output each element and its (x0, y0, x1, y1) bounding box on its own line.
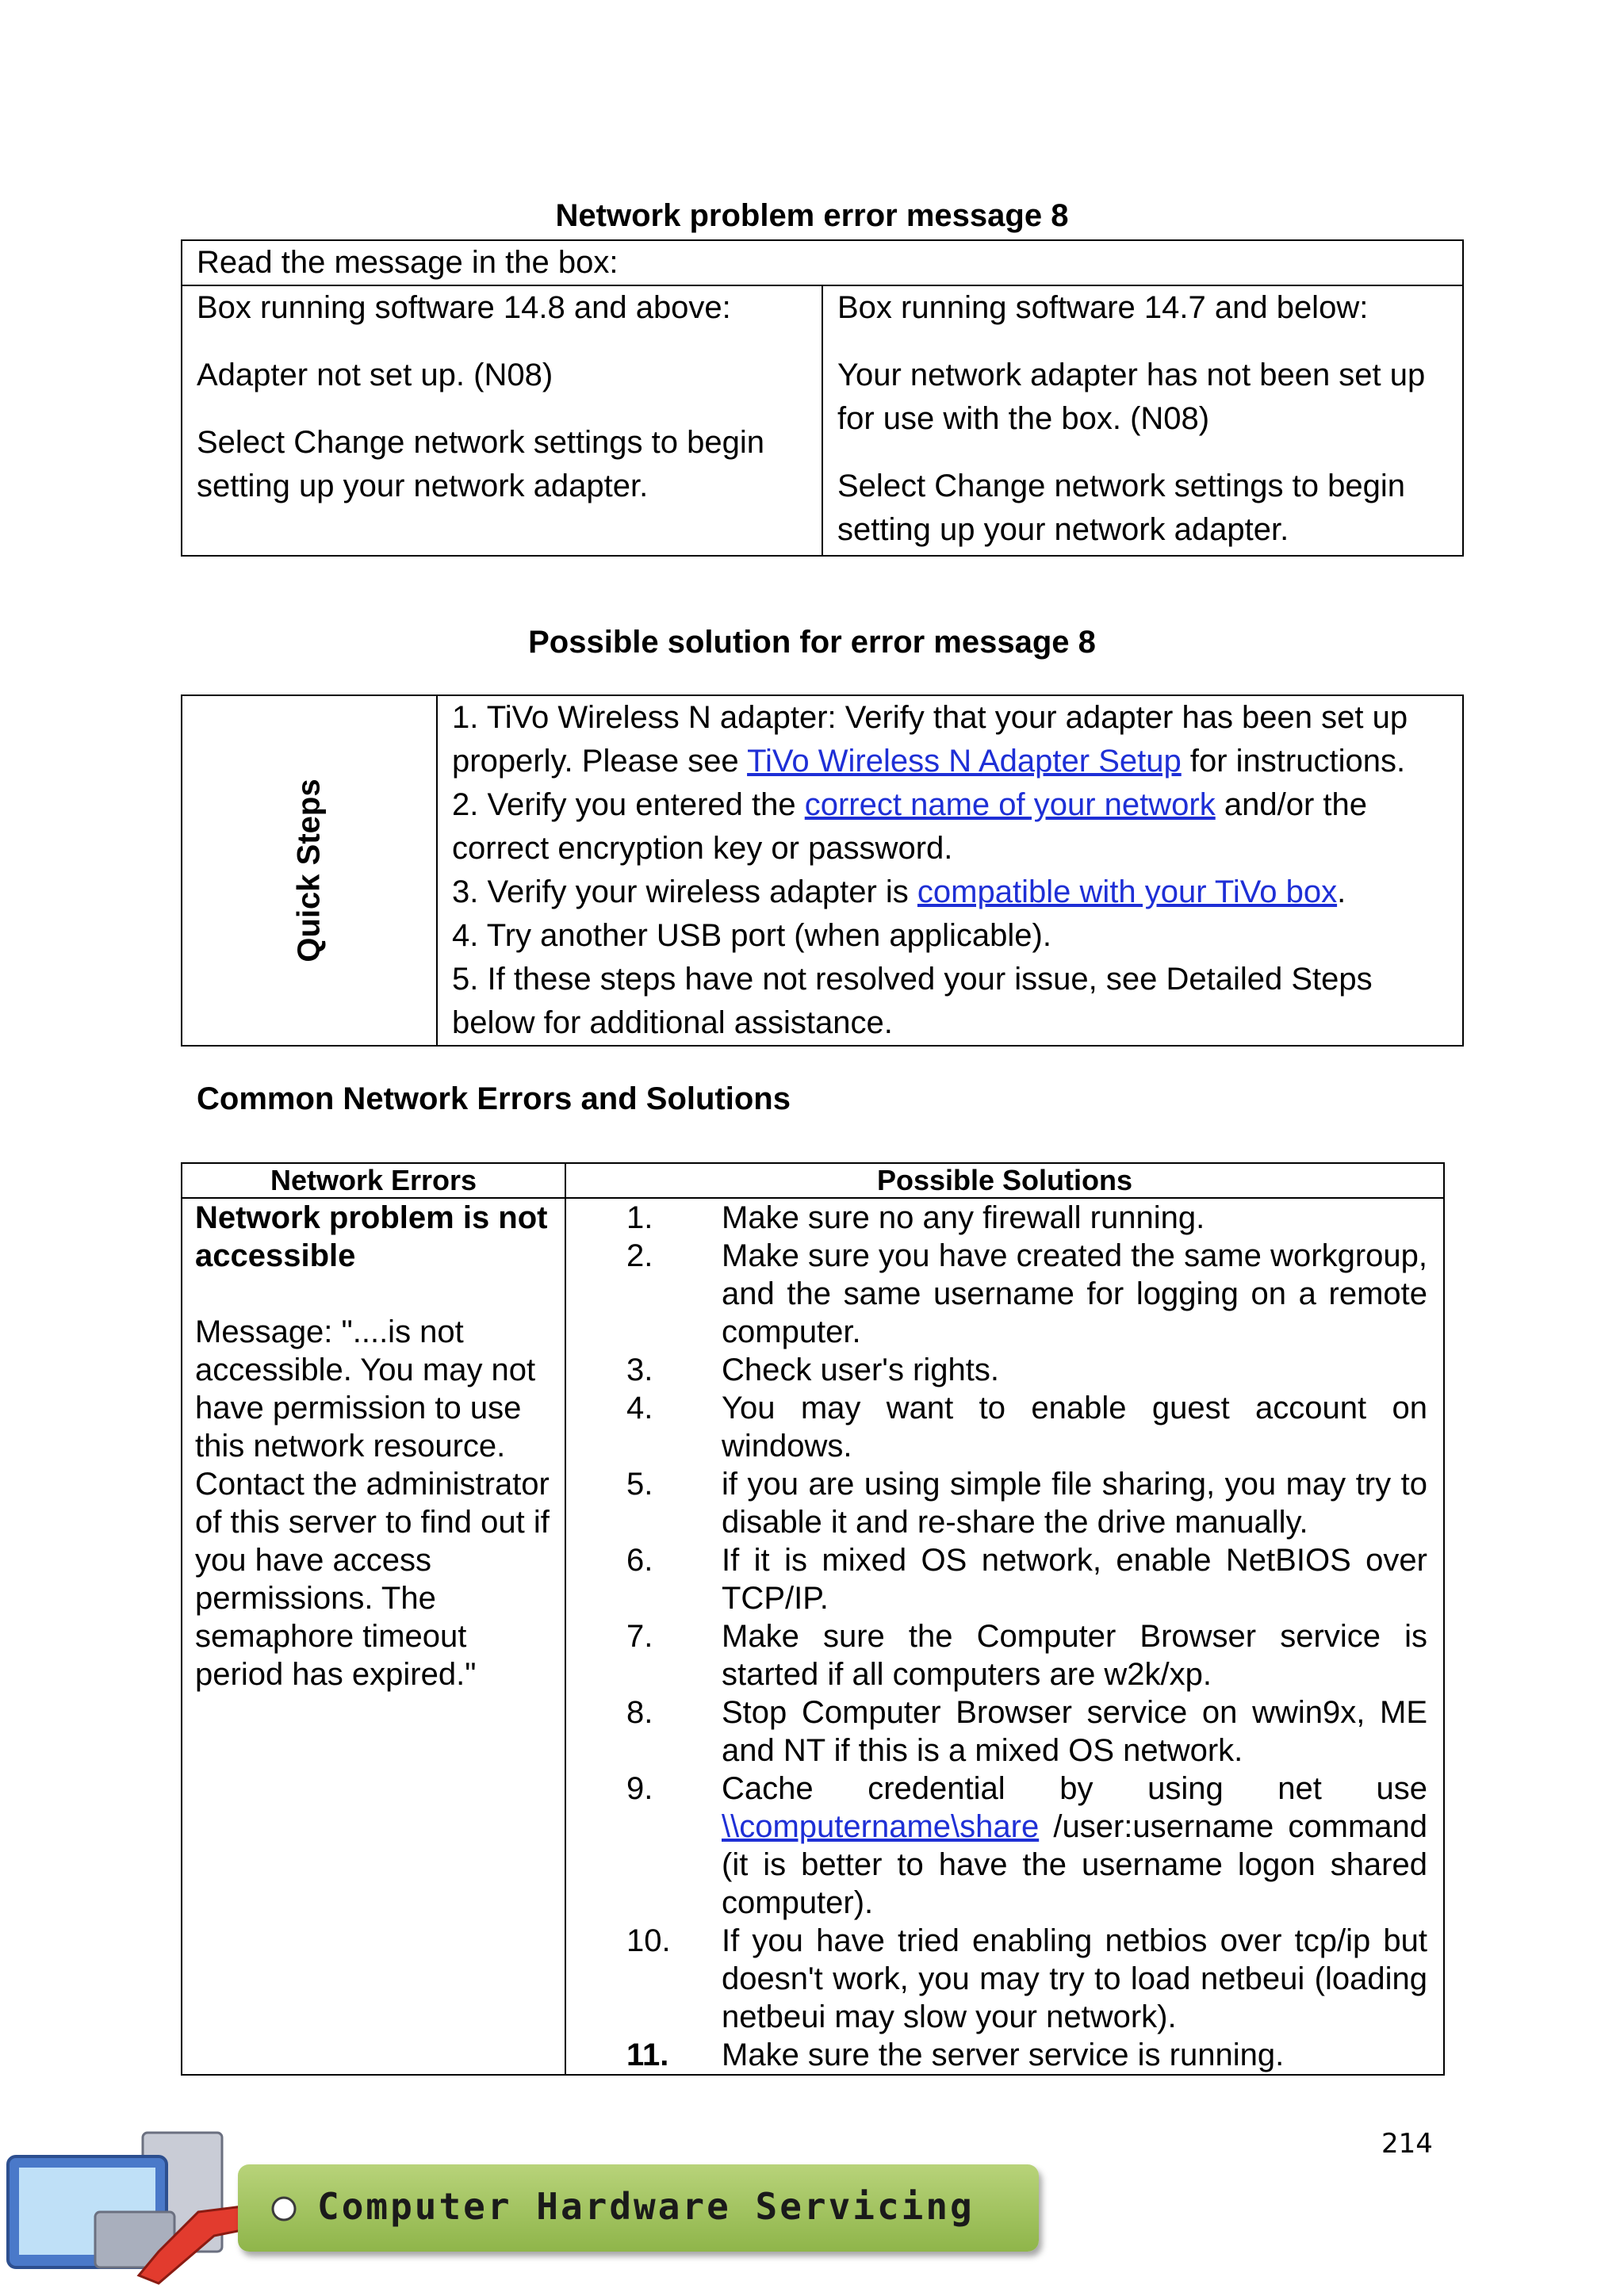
solution-item (579, 2036, 1427, 2074)
solution-number: 9. (626, 1771, 653, 1806)
common-errors-heading: Common Network Errors and Solutions (197, 1081, 791, 1116)
solution-number: 4. (626, 1391, 653, 1425)
solution-item (579, 1617, 1427, 1693)
step-1-text: 1. TiVo Wireless N adapter: Verify that your adapter has been set up properly. Please see (452, 700, 1408, 779)
solutions-cell (565, 1198, 1444, 2075)
solution-text: Make sure you have created the same workgroup, and the same username for logging on a remote computer. (722, 1238, 1427, 1349)
solution-text: If you have tried enabling netbios over tcp/ip but doesn't work, you may try to load netbeui (loading netbeui may slow your network). (722, 1923, 1427, 2034)
step-3-text: 3. Verify your wireless adapter is (452, 874, 917, 909)
solution-item (579, 1389, 1427, 1465)
solution-item (579, 1770, 1427, 1922)
bullet-icon (268, 2193, 300, 2225)
banner-title: Computer Hardware Servicing (317, 2185, 975, 2228)
solution-number: 1. (626, 1200, 653, 1235)
error-description-cell (182, 1198, 565, 2075)
new-software-header: Box running software 14.8 and above: (197, 290, 731, 325)
solution-number: 6. (626, 1543, 653, 1578)
solution-item (579, 1693, 1427, 1770)
wireless-adapter-setup-link[interactable]: TiVo Wireless N Adapter Setup (747, 744, 1182, 779)
step-5: 5. If these steps have not resolved your issue, see Detailed Steps below for additional assistance. (452, 962, 1373, 1040)
network-name-link[interactable]: correct name of your network (804, 787, 1216, 822)
new-software-instruction: Select Change network settings to begin setting up your network adapter. (197, 425, 764, 503)
solution-text: You may want to enable guest account on windows. (722, 1391, 1427, 1464)
solution-item (579, 1541, 1427, 1617)
quick-steps-label-cell (182, 695, 437, 1046)
step-3 (452, 871, 1448, 914)
solution-number: 8. (626, 1695, 653, 1730)
solution-number: 10. (626, 1923, 671, 1958)
old-software-header: Box running software 14.7 and below: (837, 290, 1369, 325)
step-2 (452, 783, 1448, 871)
solution-number: 11. (626, 2038, 669, 2072)
solution-text: Make sure the server service is running. (722, 2038, 1285, 2072)
solution-number: 2. (626, 1238, 653, 1273)
step-3-suffix: . (1337, 874, 1346, 909)
step-4: 4. Try another USB port (when applicable). (452, 918, 1051, 953)
solution8-heading: Possible solution for error message 8 (528, 625, 1096, 660)
solution-text-suffix: /user:username command (it is better to have the username logon shared computer). (722, 1809, 1427, 1920)
step-1-suffix: for instructions. (1181, 744, 1406, 779)
step-2-text: 2. Verify you entered the (452, 787, 805, 822)
solution-text: Check user's rights. (722, 1353, 999, 1387)
solution-item (579, 1237, 1427, 1351)
solution-text-prefix: Cache credential by using net use (722, 1771, 1427, 1806)
page-number: 214 (1381, 2128, 1433, 2160)
possible-solutions-column-header: Possible Solutions (565, 1163, 1444, 1198)
old-software-message: Your network adapter has not been set up for use with the box. (N08) (837, 358, 1426, 436)
error8-table (181, 239, 1464, 557)
quick-steps-list (437, 695, 1463, 1046)
error-message: Message: "....is not accessible. You may not have permission to use this network resource. Contact the administrator of this server to find out if you have access permissions. The semaphore timeout period has expired." (195, 1314, 550, 1692)
network-errors-column-header: Network Errors (182, 1163, 565, 1198)
error-title: Network problem is not accessible (195, 1200, 548, 1273)
solution-number: 7. (626, 1619, 653, 1654)
new-software-cell (182, 285, 822, 556)
quick-steps-label: Quick Steps (291, 779, 327, 962)
solution-text (722, 1770, 1427, 1922)
quick-steps-table (181, 695, 1464, 1047)
compatible-adapter-link[interactable]: compatible with your TiVo box (917, 874, 1338, 909)
error8-heading: Network problem error message 8 (555, 198, 1069, 233)
solution-item (579, 1199, 1427, 1237)
solution-number: 5. (626, 1467, 653, 1502)
solution-item (579, 1922, 1427, 2036)
solution-item (579, 1351, 1427, 1389)
solution-text: Stop Computer Browser service on wwin9x, ME and NT if this is a mixed OS network. (722, 1695, 1427, 1768)
old-software-cell (822, 285, 1463, 556)
solutions-list (579, 1199, 1427, 2074)
share-path-link[interactable]: \\computername\share (722, 1809, 1040, 1844)
step-1 (452, 696, 1448, 783)
new-software-message: Adapter not set up. (N08) (197, 358, 553, 392)
old-software-instruction: Select Change network settings to begin setting up your network adapter. (837, 469, 1405, 547)
network-errors-table (181, 1162, 1445, 2076)
error8-instruction: Read the message in the box: (182, 240, 1463, 285)
footer-banner (0, 2117, 1063, 2296)
step-2-suffix: and/or the correct encryption key or password. (452, 787, 1367, 866)
solution-number: 3. (626, 1353, 653, 1387)
solution-text: if you are using simple file sharing, you may try to disable it and re-share the drive manually. (722, 1467, 1427, 1540)
solution-text: Make sure the Computer Browser service is started if all computers are w2k/xp. (722, 1619, 1427, 1692)
solution-item (579, 1465, 1427, 1541)
solution-text: Make sure no any firewall running. (722, 1200, 1205, 1235)
solution-text: If it is mixed OS network, enable NetBIOS over TCP/IP. (722, 1543, 1427, 1616)
